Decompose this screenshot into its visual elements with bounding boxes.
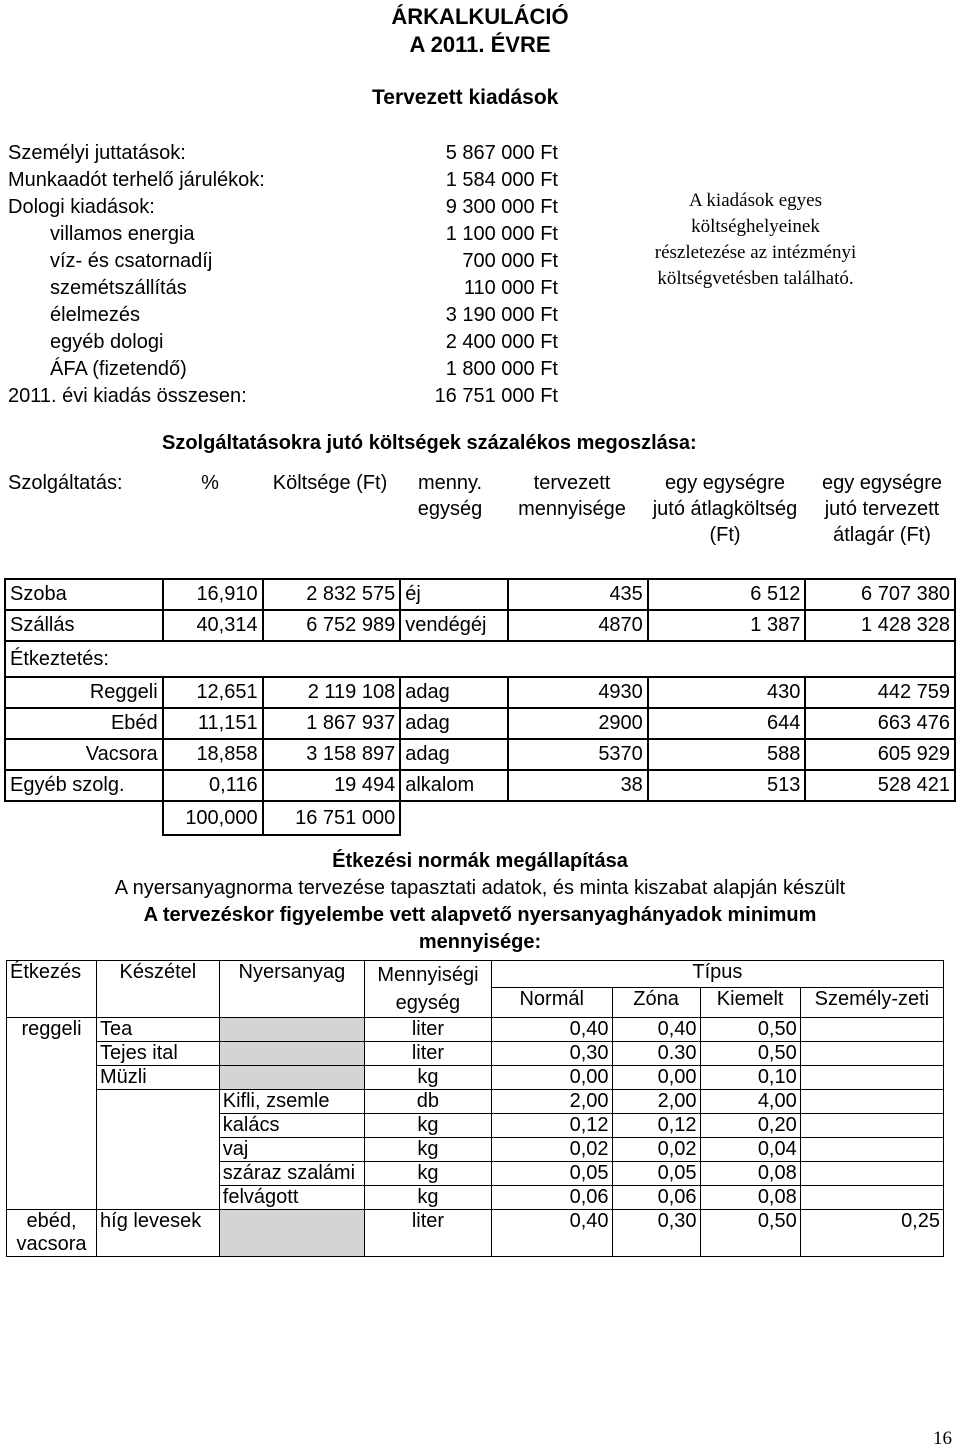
- norms-line-2: A tervezéskor figyelembe vett alapvető nyersanyaghányadok minimum: [143, 904, 817, 926]
- expense-row: víz- és csatornadíj 700 000 Ft: [50, 250, 558, 272]
- norms-line-3: mennyisége:: [418, 931, 542, 953]
- table-row: vaj kg 0,02 0,02 0,04: [7, 1138, 944, 1162]
- table-row: Szoba 16,910 2 832 575 éj 435 6 512 6 707 380: [5, 579, 955, 610]
- col-header-avgcost: egy egységre jutó átlagköltség (Ft): [652, 472, 798, 546]
- title-1: ÁRKALKULÁCIÓ: [391, 4, 569, 29]
- norms-table: [6, 960, 944, 1257]
- col-header-service: Szolgáltatás:: [8, 472, 123, 494]
- expense-row: Dologi kiadások: 9 300 000 Ft: [8, 196, 558, 218]
- norms-heading: Étkezési normák megállapítása: [332, 850, 628, 872]
- table-row: Tejes ital liter 0,30 0.30 0,50: [7, 1042, 944, 1066]
- expense-row: szemétszállítás 110 000 Ft: [50, 277, 558, 299]
- expense-row: élelmezés 3 190 000 Ft: [50, 304, 558, 326]
- expense-total-row: 2011. évi kiadás összesen: 16 751 000 Ft: [8, 385, 558, 407]
- table-row: száraz szalámi kg 0,05 0,05 0,08: [7, 1162, 944, 1186]
- table-header-row: Étkezés Készétel Nyersanyag Mennyiségi egység Típus: [7, 961, 944, 988]
- table-row: Egyéb szolg. 0,116 19 494 alkalom 38 513 528 421: [5, 770, 955, 801]
- col-header-avgprice: egy egységre jutó tervezett átlagár (Ft): [821, 472, 943, 546]
- table-row: Vacsora 18,858 3 158 897 adag 5370 588 605 929: [5, 739, 955, 770]
- expense-row: Személyi juttatások: 5 867 000 Ft: [8, 142, 558, 164]
- col-header-unit: menny. egység: [417, 472, 483, 520]
- services-table: [4, 578, 956, 836]
- table-header-row: Normál Zóna Kiemelt Személy-zeti: [7, 988, 944, 1018]
- page-number: 16: [933, 1428, 952, 1449]
- table-row: Kifli, zsemle db 2,00 2,00 4,00: [7, 1090, 944, 1114]
- table-row: kalács kg 0,12 0,12 0,20: [7, 1114, 944, 1138]
- norms-line-1: A nyersanyagnorma tervezése tapasztati adatok, és minta kiszabat alapján készült: [114, 877, 846, 899]
- title-2: A 2011. ÉVRE: [409, 32, 551, 57]
- table-row: Szállás 40,314 6 752 989 vendégéj 4870 1 387 1 428 328: [5, 610, 955, 641]
- table-total-row: 100,000 16 751 000: [5, 801, 955, 835]
- expense-row: Munkaadót terhelő járulékok: 1 584 000 Ft: [8, 169, 558, 191]
- expense-row: villamos energia 1 100 000 Ft: [50, 223, 558, 245]
- table-row: Müzli kg 0,00 0,00 0,10: [7, 1066, 944, 1090]
- expenses-subtitle: Tervezett kiadások: [372, 86, 559, 109]
- expense-row: egyéb dologi 2 400 000 Ft: [50, 331, 558, 353]
- expense-row: ÁFA (fizetendő) 1 800 000 Ft: [50, 358, 558, 380]
- table-row: Étkeztetés:: [5, 641, 955, 677]
- expenses-list: [8, 140, 568, 410]
- services-header: [0, 470, 960, 580]
- table-row: felvágott kg 0,06 0,06 0,08: [7, 1186, 944, 1210]
- expenses-note: A kiadások egyes költséghelyeinek részletezése az intézményi költségvetésben található.: [654, 190, 857, 289]
- table-row: Reggeli 12,651 2 119 108 adag 4930 430 442 759: [5, 677, 955, 708]
- col-header-qty: tervezett mennyisége: [518, 472, 626, 520]
- table-row: reggeli Tea liter 0,40 0,40 0,50: [7, 1018, 944, 1042]
- table-row: ebéd, vacsora híg levesek liter 0,40 0,30 0,50 0,25: [7, 1210, 944, 1257]
- services-heading: Szolgáltatásokra jutó költségek százalékos megoszlása:: [162, 432, 697, 454]
- col-header-pct: %: [201, 472, 219, 494]
- table-row: Ebéd 11,151 1 867 937 adag 2900 644 663 476: [5, 708, 955, 739]
- col-header-cost: Költsége (Ft): [272, 472, 388, 494]
